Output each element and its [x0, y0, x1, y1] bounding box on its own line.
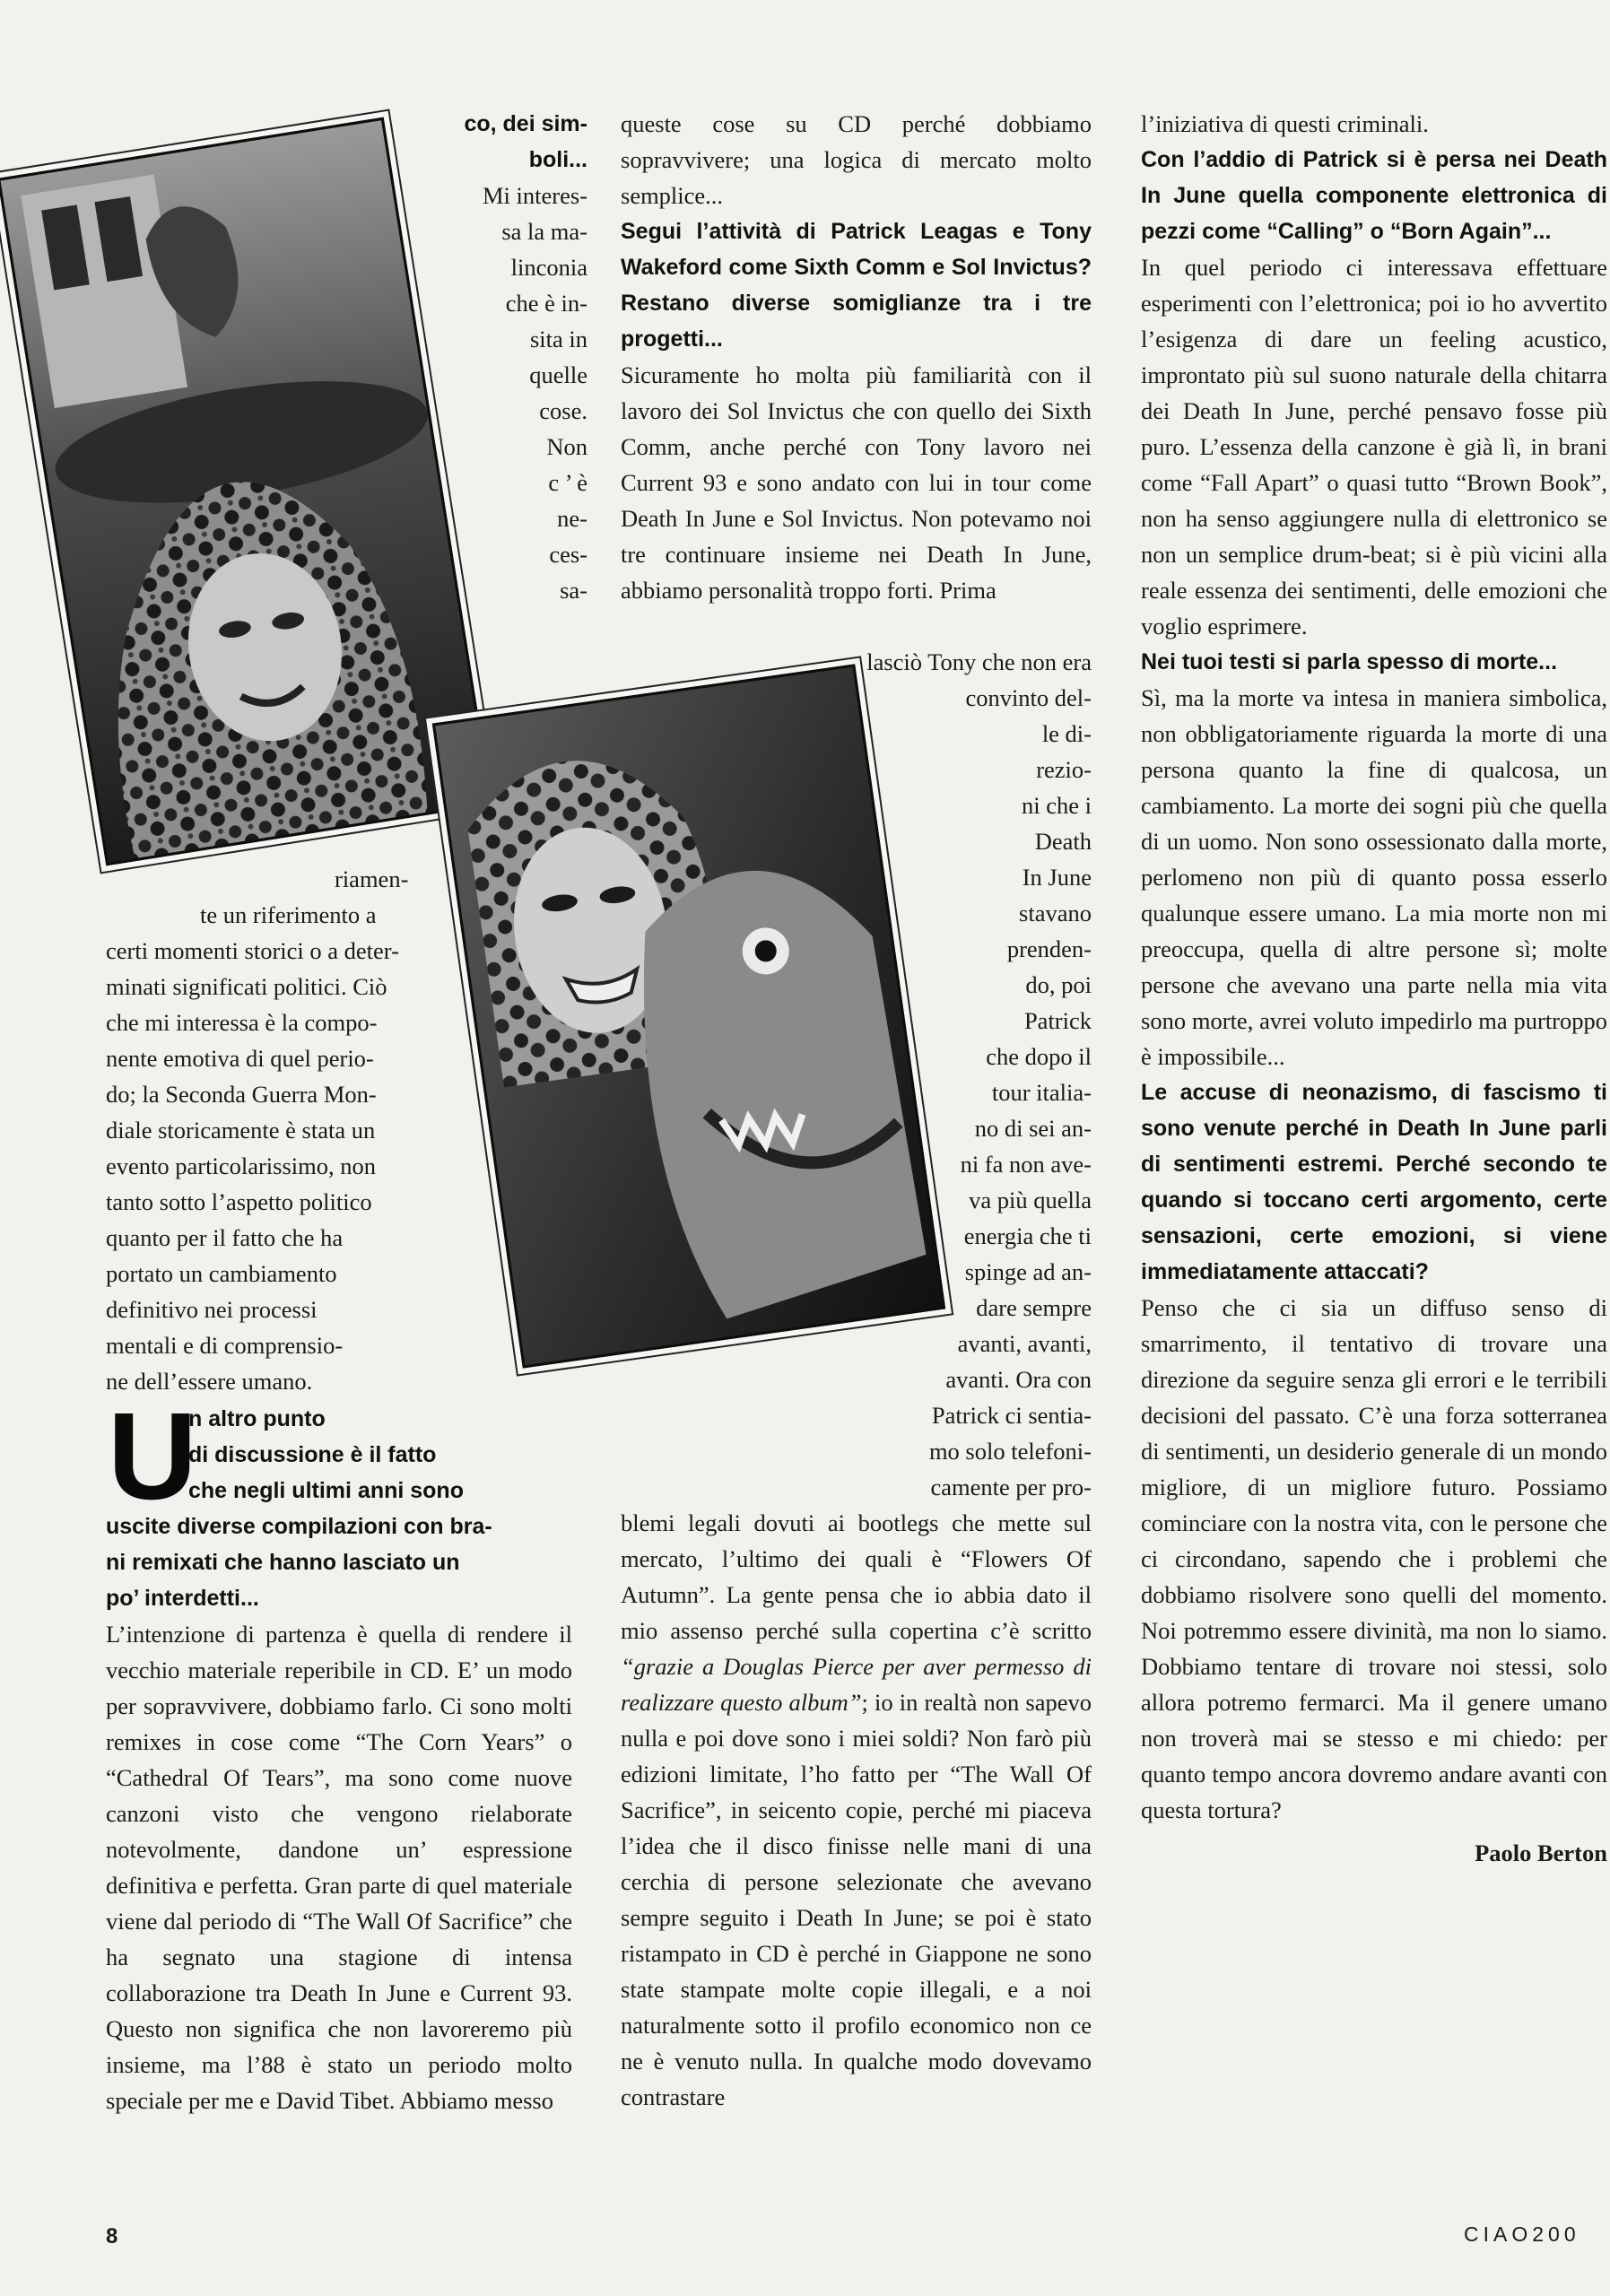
wrap-line: cose. [539, 397, 587, 424]
wrap-line: prenden- [1006, 935, 1092, 962]
magazine-name: CIAO200 [1464, 2222, 1580, 2246]
answer-remix-compilations: L’intenzione di partenza è quella di rendere il vecchio materiale reperibile in CD. E’ un modo per sopravvivere, dobbiamo farlo. Ci sono molti remixes in cose come “The Corn Years” o “Cathedral Of Tears”, ma sono come nuove canzoni visto che vengono rielaborate notevolmente, dandone un’ espressione definitiva e perfetta. Gran parte di quel materiale viene dal periodo di “The Wall Of Sacrifice” che ha segnato una stagione di intensa collaborazione tra Death In June e Current 93. Questo non significa che non lavoreremo più insieme, ma l’88 è stato un periodo molto speciale per me e David Tibet. Abbiamo messo [106, 1621, 572, 2114]
para-line: evento particolarissimo, non [106, 1152, 376, 1179]
question-line: po’ interdetti... [106, 1586, 259, 1611]
para-line: diale storicamente è stata un [106, 1117, 376, 1144]
wrap-line: tour italia- [991, 1079, 1092, 1106]
question-line: uscite diverse compilazioni con bra- [106, 1514, 492, 1539]
question-line: n altro punto [188, 1406, 326, 1431]
wrap-line: lasciò Tony che non era [866, 648, 1092, 675]
question-line: di discussione è il fatto [188, 1442, 437, 1467]
wrap-line: In June [1022, 864, 1092, 891]
question-line: ni remixati che hanno lasciato un [106, 1550, 460, 1575]
wrap-line: stavano [1019, 900, 1092, 926]
author-signature: Paolo Berton [1475, 1839, 1607, 1866]
column-3 [1141, 106, 1607, 1871]
wrap-line: te un riferimento a [200, 901, 377, 928]
paragraph: l’iniziativa di questi criminali. [1141, 110, 1429, 137]
page-number: 8 [106, 2224, 118, 2248]
wrap-line: energia che ti [963, 1222, 1092, 1249]
wrap-line: ni che i [1022, 792, 1092, 819]
wrap-line: c ’ è [548, 469, 587, 496]
answer-bootlegs: blemi legali dovuti ai bootlegs che mette sul mercato, l’ultimo dei quali è “Flowers Of Autumn”. La gente pensa che io abbia dato il mio assenso perché sulla copertina c’è scritto “grazie a Douglas Pierce per aver permesso di realizzare questo album”; io in realtà non sapevo nulla e poi dove sono i miei soldi? Non farò più edizioni limitate, l’ho fatto per “The Wall Of Sacrifice”, in seicento copie, perché mi piaceva l’idea che il disco finisse nelle mani di una cerchia di persone selezionate che avevano sempre seguito i Death In June; se poi è stato ristampato in CD è perché in Giappone ne sono state stampate molte copie illegali, e a noi naturalmente sotto il profilo economico non ce ne è venuto nulla. In qualche modo dovevamo contrastare [621, 1509, 1092, 2110]
para-line: certi momenti storici o a deter- [106, 937, 399, 964]
wrap-line: le di- [1041, 720, 1092, 747]
question-sixth-comm: Segui l’attività di Patrick Leagas e Tony Wakeford come Sixth Comm e Sol Invictus? Restano diverse somiglianze tra i tre progetti... [621, 219, 1092, 352]
para-line: do; la Seconda Guerra Mon- [106, 1081, 377, 1108]
cover-quote: “grazie a Douglas Pierce per aver permesso di realizzare questo album” [621, 1653, 1092, 1716]
drop-cap: U [108, 1387, 197, 1526]
wrap-line: ces- [549, 541, 587, 568]
para-line: nente emotiva di quel perio- [106, 1045, 374, 1072]
wrap-line: convinto del- [965, 684, 1092, 711]
answer-sixth-comm: Sicuramente ho molta più familiarità con il lavoro dei Sol Invictus che con quello dei Sixth Comm, anche perché con Tony lavoro nei Current 93 e sono andato con lui in tour come Death In June e Sol Invictus. Non potevamo noi tre continuare insieme nei Death In June, abbiamo personalità troppo forti. Prima [621, 361, 1092, 604]
photo1-wrap-text [417, 106, 587, 608]
wrap-line: che dopo il [986, 1043, 1092, 1070]
para-line: mentali e di comprensio- [106, 1332, 344, 1359]
answer-electronics: In quel periodo ci interessava effettuare esperimenti con l’elettronica; poi io ho avvertito l’esigenza di dare un feeling acustico, improntato più sul suono naturale della chitarra dei Death In June, perché pensavo fosse più puro. L’essenza della canzone è già lì, in brani come “Fall Apart” o quasi tutto “Brown Book”, non ha senso aggiungere nulla di elettronico se non un semplice drum-beat; si è più vicini alla reale essenza dei sentimenti, delle emozioni che voglio esprimere. [1141, 254, 1607, 639]
question-fragment: co, dei sim- boli... [464, 111, 587, 172]
wrap-line: do, poi [1025, 971, 1092, 998]
wrap-line: mo solo telefoni- [928, 1438, 1092, 1465]
para-line: ne dell’essere umano. [106, 1368, 313, 1395]
wrap-line: Mi interes- [482, 182, 587, 209]
photo1-wrap-lines [417, 178, 587, 608]
para-line: tanto sotto l’aspetto politico [106, 1188, 372, 1215]
wrap-line: ne- [557, 505, 587, 532]
question-electronics: Con l’addio di Patrick si è persa nei Death In June quella componente elettronica di pezzi come “Calling” o “Born Again”... [1141, 147, 1607, 244]
column-2-wrap [621, 644, 1092, 1505]
wrap-line: Patrick [1023, 1007, 1092, 1034]
para-line: minati significati politici. Ciò [106, 973, 387, 1000]
wrap-line: va più quella [969, 1187, 1092, 1213]
wrap-line: dare sempre [976, 1294, 1092, 1321]
para-line: quanto per il fatto che ha [106, 1224, 344, 1251]
question-accusations: Le accuse di neonazismo, di fascismo ti sono venute perché in Death In June parli di sentimenti estremi. Perché secondo te quando si toccano certi argomento, certe sensazioni, certe emozioni, si viene immediatamente attaccati? [1141, 1080, 1607, 1284]
para-line: definitivo nei processi [106, 1296, 318, 1323]
wrap-line: avanti. Ora con [945, 1366, 1092, 1393]
wrap-line: sita in [529, 326, 587, 352]
wrap-line: Non [546, 433, 587, 460]
wrap-line: ni fa non ave- [960, 1151, 1092, 1178]
wrap-line: Patrick ci sentia- [931, 1402, 1092, 1429]
wrap-line: camente per pro- [930, 1474, 1092, 1500]
column-2-bottom [621, 1505, 1092, 2115]
para-line: portato un cambiamento [106, 1260, 337, 1287]
wrap-line: rezio- [1036, 756, 1092, 783]
column-2-top [621, 106, 1092, 608]
wrap-line: avanti, avanti, [957, 1330, 1092, 1357]
question-death: Nei tuoi testi si parla spesso di morte... [1141, 649, 1558, 674]
column-1 [106, 861, 581, 1399]
question-line: che negli ultimi anni sono [188, 1478, 464, 1503]
wrap-line: sa- [560, 577, 587, 604]
wrap-line: riamen- [335, 865, 409, 892]
wrap-line: no di sei an- [974, 1115, 1092, 1142]
answer-death: Sì, ma la morte va intesa in maniera simbolica, non obbligatoriamente riguarda la morte di una persona quanto la fine di qualcosa, un cambiamento. La morte dei sogni più che quella di un uomo. Non sono ossessionato dalla morte, perlomeno non più di quanto possa esserlo qualunque essere umano. La mia morte non mi preoccupa, quella di altre persone sì; molte persone che avevano una parte nella mia vita sono morte, avrei voluto impedirlo ma purtroppo è impossibile... [1141, 684, 1607, 1070]
wrap-line: sa la ma- [501, 218, 587, 245]
question-remix-compilations [106, 1387, 581, 1616]
paragraph: queste cose su CD perché dobbiamo sopravvivere; una logica di mercato molto semplice... [621, 110, 1092, 209]
wrap-line: che è in- [505, 290, 587, 317]
wrap-line: spinge ad an- [964, 1258, 1092, 1285]
wrap-line: Death [1034, 828, 1092, 855]
answer-accusations: Penso che ci sia un diffuso senso di smarrimento, il tentativo di trovare una direzione da seguire senza gli errori e le terribili decisioni del passato. C’è una forza sotterranea di sentimenti, un desiderio generale di un mondo migliore, di un migliore futuro. Possiamo cominciare con la nostra vita, con le persone che ci circondano, sapendo che i problemi che dobbiamo risolvere sono quelli del momento. Noi potremmo essere divinità, ma non lo siamo. Dobbiamo tentare di trovare noi stessi, solo allora potremo fermarci. Ma il genere umano non troverà mai se stesso e mi chiedo: per quanto tempo ancora dovremo andare avanti con questa tortura? [1141, 1294, 1607, 1823]
wrap-line: quelle [529, 361, 587, 388]
para-line: che mi interessa è la compo- [106, 1009, 378, 1036]
wrap-line: linconia [510, 254, 587, 281]
